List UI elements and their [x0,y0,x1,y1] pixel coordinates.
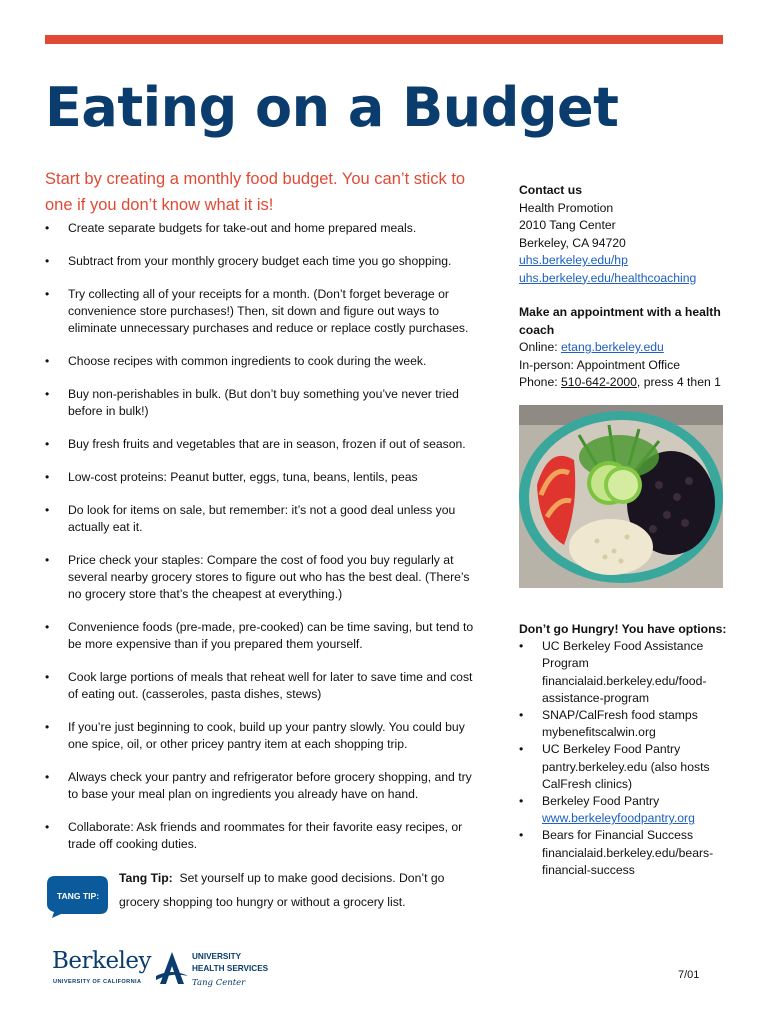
uhs-line-3: Tang Center [192,978,246,988]
berkeley-wordmark: Berkeley [52,948,152,974]
resource-name: • SNAP/CalFresh food stamps [542,708,698,723]
tang-tip-text: Set yourself up to make good decisions. Don’t go grocery shopping too hungry or without a grocery list. [119,871,445,909]
resource-item [519,707,734,741]
tip-item: • If you’re just beginning to cook, build up your pantry slowly. You could buy one spice, oil, or other pricey pantry item at each shopping trip. [45,719,485,753]
resource-item [519,638,734,707]
hp-link[interactable]: uhs.berkeley.edu/hp [519,253,628,267]
online-label: Online: [519,340,562,354]
resource-item [519,793,734,827]
top-accent-rule [45,35,723,44]
phone-number[interactable]: 510-642-2000 [561,375,637,389]
resource-item [519,827,734,879]
tip-item: • Collaborate: Ask friends and roommates for their favorite easy recipes, or trade off cooking duties. [45,819,485,853]
uhs-line-2: HEALTH SERVICES [192,964,269,973]
inperson-text: In-person: Appointment Office [519,357,681,372]
tip-item: • Buy non-perishables in bulk. (But don’t buy something you’ve never tried before in bulk!) [45,386,485,420]
tip-item: • Price check your staples: Compare the cost of food you buy regularly at several nearby grocery stores to figure out who has the best deal. (There’s no grocery store that’s the cheapest at everything.) [45,552,485,603]
appointment-heading: Make an appointment with a health coach [519,305,721,337]
uhs-logo [156,950,286,990]
contact-org: Health Promotion [519,200,614,215]
uhs-line-1: UNIVERSITY [192,952,242,961]
healthcoaching-link[interactable]: uhs.berkeley.edu/healthcoaching [519,270,697,285]
berkeley-logo [52,948,152,990]
tip-item: • Try collecting all of your receipts for a month. (Don’t forget beverage or convenience store purchases!) Then, sit down and figure out ways to eliminate unnecessary purchases and reduce or replace costly purchases. [45,286,485,337]
tip-item: • Choose recipes with common ingredients to cook during the week. [45,353,485,370]
tang-tip-label: Tang Tip: [119,871,173,885]
resource-detail: financialaid.berkeley.edu/bears-financial-success [542,845,714,877]
tip-item: • Always check your pantry and refrigerator before grocery shopping, and try to base your meal plan on ingredients you already have on hand. [45,769,485,803]
contact-section [519,182,734,392]
tip-item: • Buy fresh fruits and vegetables that are in season, frozen if out of season. [45,436,485,453]
food-resources-heading: Don’t go Hungry! You have options: [519,622,727,636]
resource-item [519,741,734,793]
tang-tip [119,866,479,914]
resource-name: • UC Berkeley Food Pantry [542,742,681,757]
berkeleyfoodpantry-link[interactable]: www.berkeleyfoodpantry.org [542,811,695,826]
phone-suffix: , press 4 then 1 [636,375,721,389]
food-bowl-photo [519,405,723,588]
contact-street: 2010 Tang Center [519,218,616,232]
intro-text: Start by creating a monthly food budget. You can’t stick to one if you don’t know what it is! [45,170,466,214]
contact-heading: Contact us [519,183,582,197]
berkeley-subtitle: UNIVERSITY OF CALIFORNIA [53,979,142,985]
etang-link[interactable]: etang.berkeley.edu [561,340,664,354]
contact-city: Berkeley, CA 94720 [519,235,626,250]
tip-item: • Do look for items on sale, but remember: it’s not a good deal unless you actually eat it. [45,502,485,536]
tip-item: • Convenience foods (pre-made, pre-cooked) can be time saving, but tend to be more expensive than if you prepared them yourself. [45,619,485,653]
tip-item: • Subtract from your monthly grocery budget each time you go shopping. [45,253,485,270]
resource-detail: financialaid.berkeley.edu/food-assistance-program [542,673,707,705]
tang-tip-speech-bubble-icon [47,876,108,918]
uhs-mark-icon [156,950,188,988]
phone-label: Phone: [519,375,562,389]
tips-list [45,220,485,869]
page-title: Eating on a Budget [45,76,619,139]
tang-tip-badge-label: TANG TIP: [56,891,100,901]
tip-item: • Create separate budgets for take-out and home prepared meals. [45,220,485,237]
page-date: 7/01 [678,969,700,981]
tip-item: • Low-cost proteins: Peanut butter, eggs, tuna, beans, lentils, peas [45,469,485,486]
resource-detail: mybenefitscalwin.org [542,725,656,740]
food-resources-section [519,621,734,879]
resource-name: • UC Berkeley Food Assistance Program [542,639,704,671]
resource-name: • Bears for Financial Success [542,828,694,843]
tip-item: • Cook large portions of meals that reheat well for later to save time and cost of eating out. (casseroles, pasta dishes, stews) [45,669,485,703]
resource-name: • Berkeley Food Pantry [542,794,660,809]
resource-detail: pantry.berkeley.edu (also hosts CalFresh clinics) [542,759,710,791]
